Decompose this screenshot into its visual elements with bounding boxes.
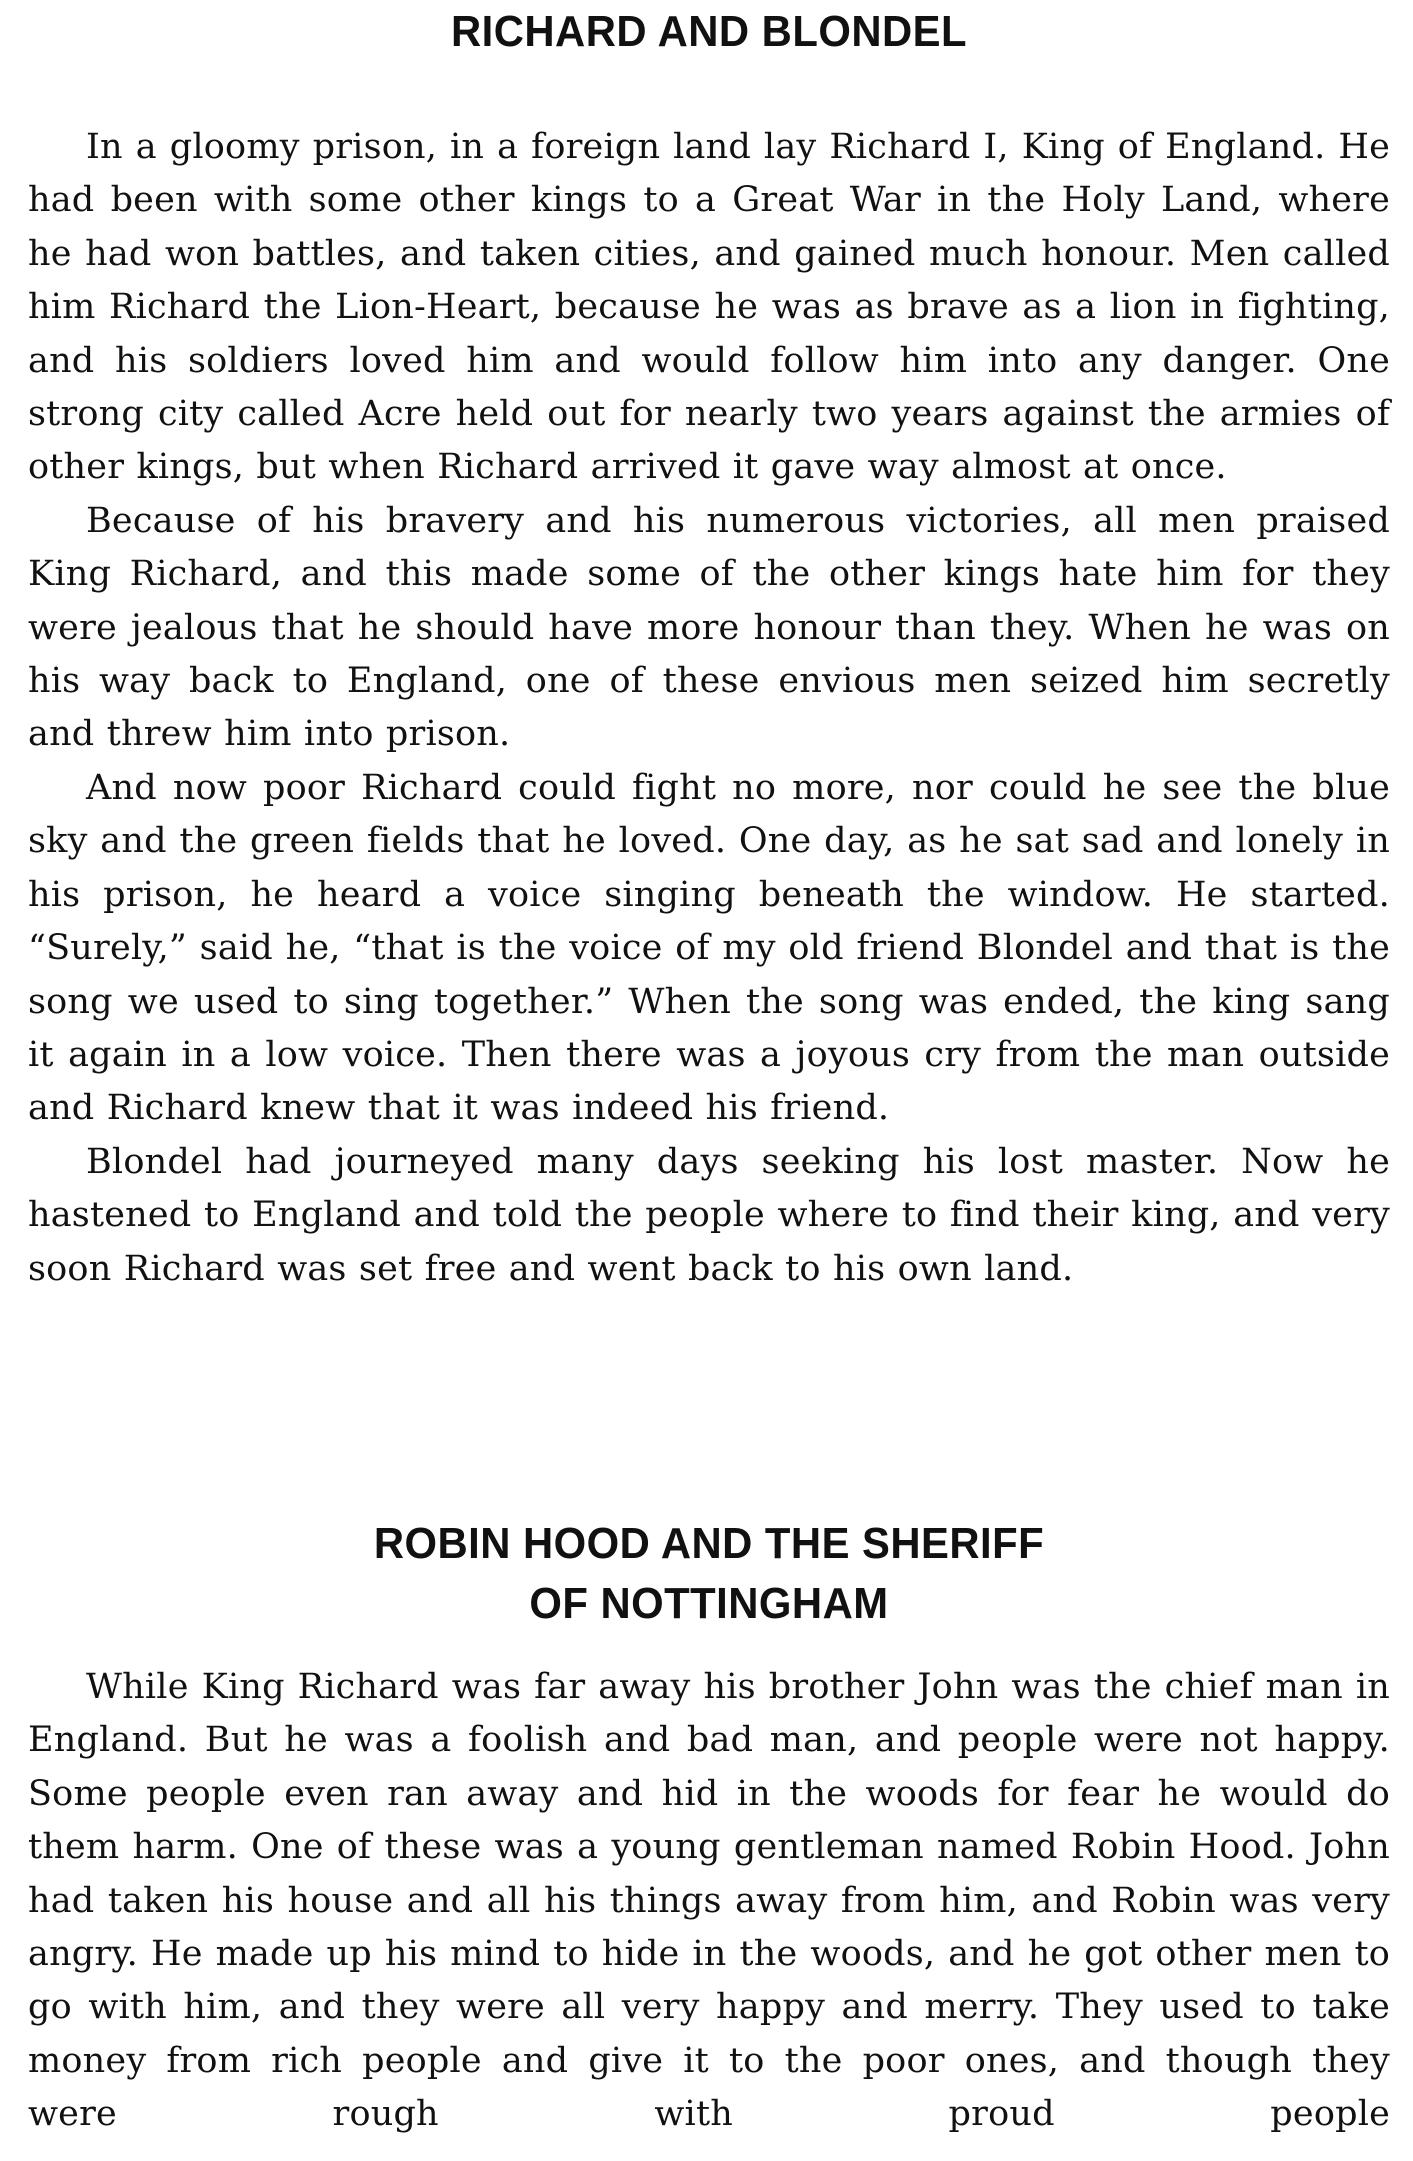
paragraph: While King Richard was far away his brother John was the chief man in England. But he was a foolish and bad man, and people were not happy. Some people even ran away and hid in the woods for fear he would do them harm. One of these was a young gentleman named Robin Hood. John had taken his house and all his things away from him, and Robin was very angry. He made up his mind to hide in the woods, and he got other men to go with him, and they were all very happy and merry. They used to take money from rich people and give it to the poor ones, and though they were rough with proud people bbox=[28, 1667, 1390, 2135]
paragraph: Because of his bravery and his numerous victories, all men praised King Richard, and this made some of the other kings hate him for they were jealous that he should have more honour than they. When he was on his way back to England, one of these envious men seized him secretly and threw him into prison. bbox=[28, 500, 1390, 755]
paragraph: And now poor Richard could fight no more, nor could he see the blue sky and the green fields that he loved. One day, as he sat sad and lonely in his prison, he heard a voice singing beneath the window. He started. “Surely,” said he, “that is the voice of my old friend Blondel and that is the song we used to sing together.” When the song was ended, the king sang it again in a low voice. Then there was a joyous cry from the man outside and Richard knew that it was indeed his friend. bbox=[28, 767, 1390, 1129]
story-title-line-2: OF NOTTINGHAM bbox=[529, 1579, 889, 1628]
story-body-richard-and-blondel bbox=[28, 121, 1390, 1296]
story-title-robin-hood bbox=[62, 1514, 1356, 1634]
paragraph: Blondel had journeyed many days seeking his lost master. Now he hastened to England and told the people where to find their king, and very soon Richard was set free and went back to his own land. bbox=[28, 1141, 1390, 1289]
story-title-richard-and-blondel: RICHARD AND BLONDEL bbox=[450, 7, 967, 56]
paragraph: In a gloomy prison, in a foreign land lay Richard I, King of England. He had been with some other kings to a Great War in the Holy Land, where he had won battles, and taken cities, and gained much honour. Men called him Richard the Lion-Heart, because he was as brave as a lion in fighting, and his soldiers loved him and would follow him into any danger. One strong city called Acre held out for nearly two years against the armies of other kings, but when Richard arrived it gave way almost at once. bbox=[28, 127, 1390, 488]
story-body-robin-hood bbox=[28, 1661, 1390, 2142]
story-title-line-1: ROBIN HOOD AND THE SHERIFF bbox=[373, 1519, 1045, 1568]
